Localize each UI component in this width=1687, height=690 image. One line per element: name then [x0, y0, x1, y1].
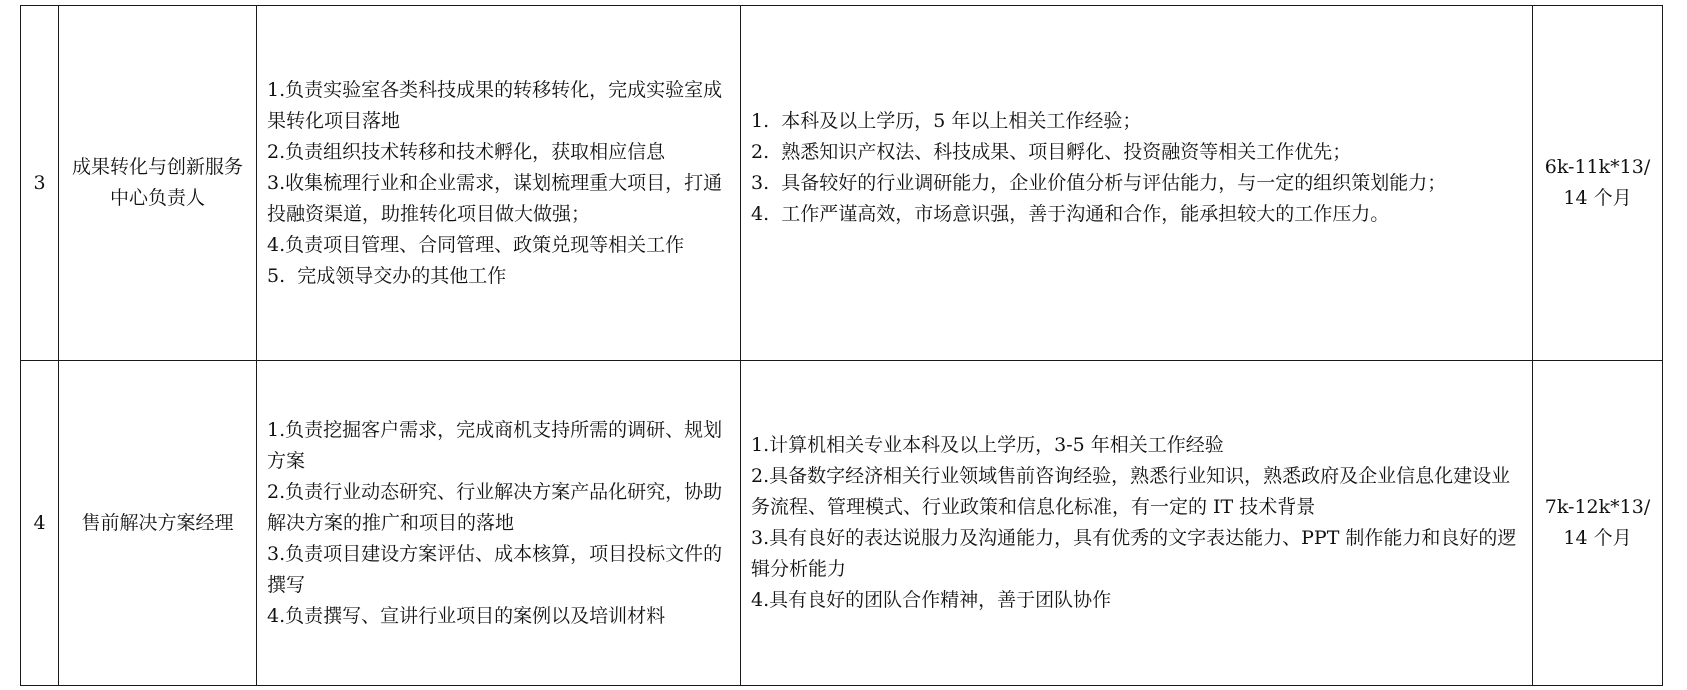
duty-item: 4.负责撰写、宣讲行业项目的案例以及培训材料 [267, 604, 666, 627]
salary-months: 14 个月 [1563, 527, 1632, 549]
duty-item: 2.负责组织技术转移和技术孵化，获取相应信息 [267, 140, 666, 163]
duty-item: 1.负责实验室各类科技成果的转移转化，完成实验室成果转化项目落地 [267, 78, 723, 132]
requirement-item: 2. 熟悉知识产权法、科技成果、项目孵化、投资融资等相关工作优先； [751, 140, 1352, 163]
job-listing-table [20, 5, 1663, 686]
salary-range: 7k-12k*13/ [1544, 496, 1651, 518]
position-title: 成果转化与创新服务中心负责人 [59, 6, 257, 361]
salary [1533, 6, 1663, 361]
duty-item: 3.收集梳理行业和企业需求，谋划梳理重大项目，打通投融资渠道，助推转化项目做大做强； [267, 171, 723, 225]
position-title: 售前解决方案经理 [59, 361, 257, 686]
duty-item: 4.负责项目管理、合同管理、政策兑现等相关工作 [267, 233, 685, 256]
requirement-item: 3. 具备较好的行业调研能力，企业价值分析与评估能力，与一定的组织策划能力； [751, 171, 1447, 194]
requirement-item: 4. 工作严谨高效，市场意识强，善于沟通和合作，能承担较大的工作压力。 [751, 202, 1390, 225]
job-duties [257, 6, 741, 361]
requirement-item: 1.计算机相关专业本科及以上学历，3-5 年相关工作经验 [751, 434, 1224, 456]
salary-months: 14 个月 [1563, 187, 1632, 209]
requirement-item: 2.具备数字经济相关行业领域售前咨询经验，熟悉行业知识，熟悉政府及企业信息化建设业务流程、管理模式、行业政策和信息化标准，有一定的 IT 技术背景 [751, 465, 1511, 518]
requirement-item: 4.具有良好的团队合作精神，善于团队协作 [751, 589, 1112, 611]
row-number: 4 [21, 361, 59, 686]
duty-item: 1.负责挖掘客户需求，完成商机支持所需的调研、规划方案 [267, 418, 723, 472]
job-requirements [741, 6, 1533, 361]
job-requirements [741, 361, 1533, 686]
job-duties [257, 361, 741, 686]
requirement-item: 1. 本科及以上学历，5 年以上相关工作经验； [751, 109, 1142, 132]
duty-item: 5. 完成领导交办的其他工作 [267, 264, 507, 287]
salary-range: 6k-11k*13/ [1544, 156, 1651, 178]
duty-item: 3.负责项目建设方案评估、成本核算，项目投标文件的撰写 [267, 542, 723, 596]
table-row [21, 6, 1663, 361]
requirement-item: 3.具有良好的表达说服力及沟通能力，具有优秀的文字表达能力、PPT 制作能力和良好的逻辑分析能力 [751, 527, 1517, 580]
table-row [21, 361, 1663, 686]
duty-item: 2.负责行业动态研究、行业解决方案产品化研究，协助解决方案的推广和项目的落地 [267, 480, 723, 534]
salary [1533, 361, 1663, 686]
row-number: 3 [21, 6, 59, 361]
